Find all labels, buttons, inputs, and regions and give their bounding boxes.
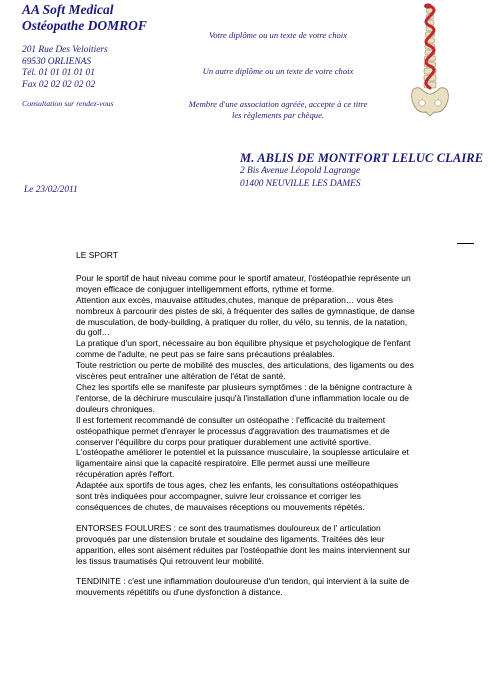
- recipient-city: 01400 NEUVILLE LES DAMES: [240, 179, 361, 189]
- association-line-2: les règlements par chèque.: [231, 110, 325, 120]
- diploma-line-2: Un autre diplôme ou un texte de votre choix: [202, 66, 354, 76]
- paragraph: Pour le sportif de haut niveau comme pour le sportif amateur, l'ostéopathie représente un moyen efficace de conjuguer intelligemment efforts, rythme et forme.: [76, 272, 411, 294]
- paragraph: Attention aux excès, mauvaise attitudes,chutes, manque de préparation… vous êtes nombreux à parcourir des pistes de ski, à fréquenter des salles de gymnastique, de danse de musculation, de body-building, à pratiquer du roller, du vélo, su tennis, de la natation, du golf…: [76, 294, 415, 338]
- paragraph: Il est fortement recommandé de consulter un ostéopathe : l'efficacité du traitement ostéopathique permet d'enrayer le processus d'aggravation des traumatismes et de conserver l'équilibre du corps pour pratiquer durablement une activité sportive.: [76, 414, 390, 447]
- diploma-line-1: Votre diplôme ou un texte de votre choix: [208, 30, 347, 40]
- practitioner-header: [22, 2, 147, 34]
- association-note: [168, 99, 388, 121]
- entorses-paragraph: ENTORSES FOULURES : ce sont des traumatismes douloureux de l' articulation provoqués par une distension brutale et soudaine des ligaments. Traitées dès leur apparition, elles sont aisément réduites par l'ostéopathie dont les mains interviennent sur les tissus traumatisés Qui retrouvent leur mobilité.: [76, 522, 411, 566]
- fax-number: Fax 02 02 02 02 02: [22, 80, 96, 91]
- spacer: [76, 513, 416, 523]
- paragraph: Toute restriction ou perte de mobilité des muscles, des articulations, des ligaments ou des viscères peut entraîner une altération de l'état de santé.: [76, 360, 414, 382]
- practitioner-name: Ostéopathe DOMROF: [22, 18, 147, 33]
- paragraph: L'ostéopathe améliorer le potentiel et la puissance musculaire, la souplesse articulaire et ligamentaire ainsi que la capacité respiratoire. Elle permet aussi une meilleure récupération après l'effort.: [76, 447, 409, 480]
- association-line-1: Membre d'une association agréée, accepte à ce titre: [188, 99, 368, 109]
- address-street: 201 Rue Des Veloitiers: [22, 45, 108, 55]
- recipient-street: 2 Bis Avenue Léopold Lagrange: [240, 166, 361, 176]
- spine-serpent-logo-icon: [404, 2, 456, 120]
- paragraph: La pratique d'un sport, nécessaire au bon équilibre physique et psychologique de l'enfant comme de l'adulte, ne peut pas se faire sans précautions préalables.: [76, 338, 411, 360]
- tendinite-paragraph: TENDINITE : c'est une inflammation douloureuse d'un tendon, qui intervient à la suite de mouvements répétitifs ou d'une dysfonction à distance.: [76, 576, 410, 598]
- spacer: [76, 566, 416, 576]
- address-city: 69530 ORLIENAS: [22, 56, 92, 67]
- phone-number: Tél. 01 01 01 01 01: [22, 68, 95, 79]
- section-title: LE SPORT: [76, 250, 118, 260]
- practitioner-address: [22, 45, 108, 92]
- consultation-note: Consultation sur rendez-vous: [22, 99, 114, 108]
- paragraph: Adaptée aux sportifs de tous ages, chez les enfants, les consultations ostéopathiques sont très indiquées pour accompagner, suivre leur croissance et corriger les conséquences de chutes, de mauvaises réceptions ou mouvements répétés.: [76, 480, 399, 512]
- letter-date: Le 23/02/2011: [24, 185, 78, 195]
- company-name: AA Soft Medical: [22, 2, 114, 17]
- margin-rule: [457, 243, 474, 244]
- recipient-name: M. ABLIS DE MONTFORT LELUC CLAIRE: [240, 151, 484, 165]
- letter-body: [76, 250, 416, 598]
- paragraph: Chez les sportifs elle se manifeste par plusieurs symptômes : de la bénigne contracture à l'entorse, de la déchirure musculaire jusqu'à l'installation d'une inflammation locale ou de douleurs chroniques.: [76, 381, 412, 414]
